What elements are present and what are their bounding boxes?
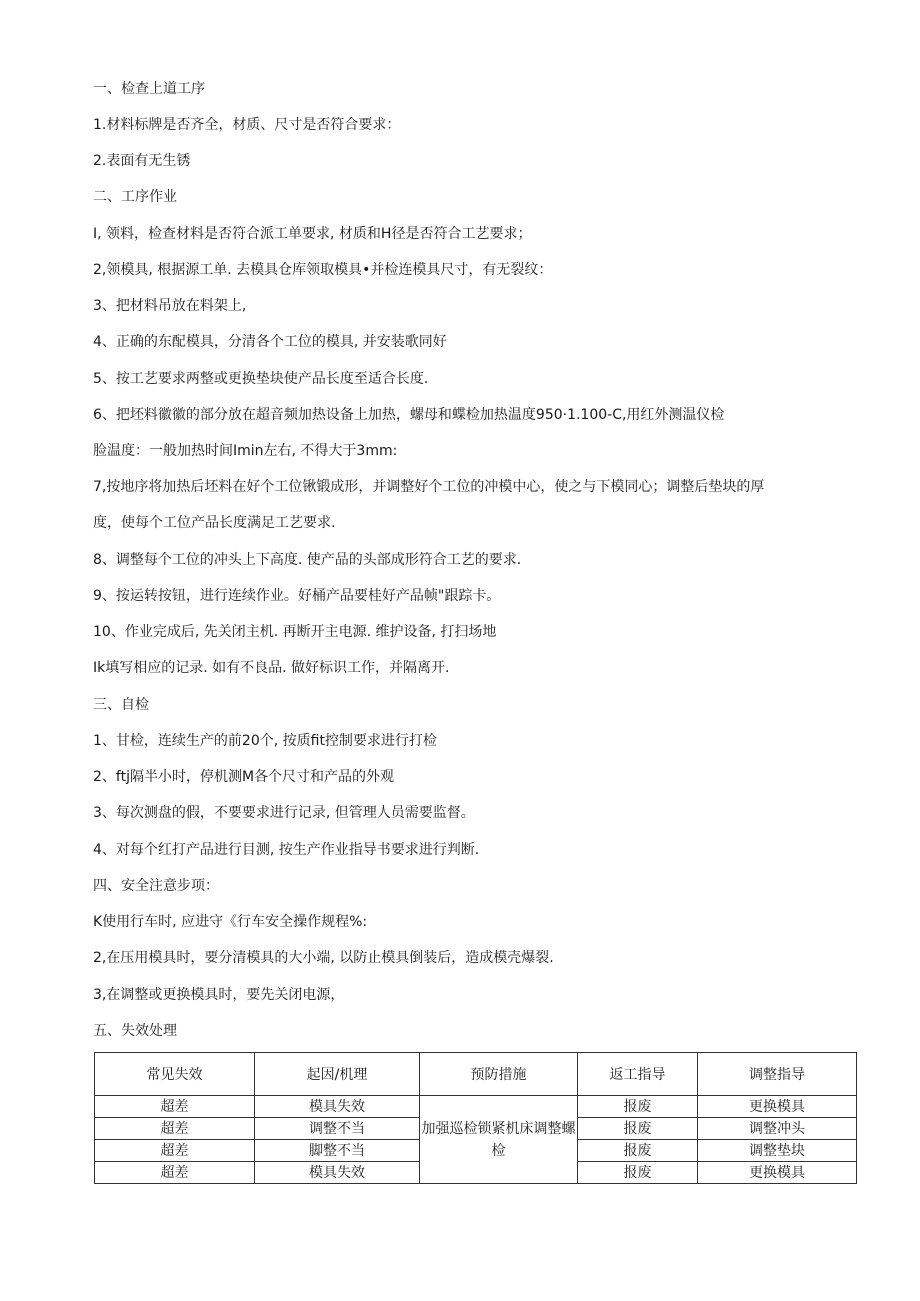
section-heading-1: 一、检查上道工序 [93, 81, 205, 97]
cell-rework: 报废 [578, 1140, 698, 1162]
cell-failure: 超差 [95, 1118, 255, 1140]
cell-cause: 模具失效 [255, 1096, 420, 1118]
cell-adjustment: 调整冲头 [698, 1118, 857, 1140]
cell-failure: 超差 [95, 1140, 255, 1162]
header-cell-prevention: 预防措施 [420, 1053, 578, 1096]
cell-rework: 报废 [578, 1096, 698, 1118]
header-cell-rework: 返工指导 [578, 1053, 698, 1096]
paragraph: 8、调整每个工位的冲头上下高度. 使产品的头部成形符合工艺的要求. [93, 552, 522, 568]
table-header-row [95, 1053, 857, 1096]
paragraph: 4、对每个红打产品进行目测, 按生产作业指导书要求进行判断. [93, 842, 480, 858]
cell-rework: 报废 [578, 1118, 698, 1140]
section-heading-5: 五、失效处理 [93, 1023, 177, 1039]
header-cell-adjustment: 调整指导 [698, 1053, 857, 1096]
paragraph: 2,领模具, 根据源工单. 去模具仓库领取模具•并检连模具尺寸，有无裂纹： [93, 262, 553, 278]
paragraph: I, 领料，检查材料是否符合派工单要求, 材质和H径是否符合工艺要求； [93, 226, 532, 242]
paragraph: 脸温度：一般加热时间Imin左右, 不得大于3mm: [93, 443, 398, 459]
paragraph: 3,在调整或更换模具时，要先关闭电源， [93, 987, 345, 1003]
paragraph: Ik填写相应的记录. 如有不良品. 做好标识工作，并隔离开. [93, 660, 450, 676]
paragraph: 2.表面有无生锈 [93, 153, 191, 169]
header-cell-cause: 起因/机理 [255, 1053, 420, 1096]
paragraph: 3、把材料吊放在料架上, [93, 298, 247, 314]
paragraph: K使用行车时, 应进守《行车安全操作规程%: [93, 914, 368, 930]
header-cell-failure: 常见失效 [95, 1053, 255, 1096]
paragraph: 5、按工艺要求两整或更换垫块使产品长度至适合长度. [93, 371, 429, 387]
paragraph: 3、每次测盘的假，不要要求进行记录, 但管理人员需要监督。 [93, 805, 475, 821]
cell-failure: 超差 [95, 1162, 255, 1184]
cell-rework: 报废 [578, 1162, 698, 1184]
section-heading-2: 二、工序作业 [93, 189, 177, 205]
paragraph: 4、正确的东配模具，分清各个工位的模具, 并安装歌同好 [93, 334, 447, 350]
cell-cause: 模具失效 [255, 1162, 420, 1184]
cell-prevention: 加强巡检锁紧机床调整螺检 [420, 1096, 578, 1184]
cell-adjustment: 更换模具 [698, 1162, 857, 1184]
paragraph: 9、按运转按钮，进行连续作业。好桶产品要桂好产品帧"跟踪卡。 [93, 588, 501, 604]
cell-cause: 脚整不当 [255, 1140, 420, 1162]
cell-adjustment: 调整垫块 [698, 1140, 857, 1162]
failure-handling-table [94, 1052, 857, 1184]
paragraph: 2,在压用模具时，要分清模具的大小端, 以防止模具倒装后，造成模壳爆裂. [93, 950, 554, 966]
paragraph: 度，使每个工位产品长度满足工艺要求. [93, 515, 336, 531]
paragraph: 1、甘检，连续生产的前20个, 按质fit控制要求进行打检 [93, 733, 437, 749]
paragraph: 6、把坯料徽徽的部分放在超音频加热设备上加热，螺母和蝶检加热温度950·1.100-C,用红外测温仪检 [93, 407, 725, 423]
paragraph: 10、作业完成后, 先关闭主机. 再断开主电源. 维护设备, 打扫场地 [93, 624, 497, 640]
section-heading-4: 四、安全注意步项： [93, 878, 219, 894]
table-row [95, 1096, 857, 1118]
paragraph: 7,按地序将加热后坯料在好个工位锹锻成形，并调整好个工位的冲模中心，使之与下模同心；调整后垫块的厚 [93, 479, 765, 495]
cell-cause: 调整不当 [255, 1118, 420, 1140]
cell-adjustment: 更换模具 [698, 1096, 857, 1118]
section-heading-3: 三、自检 [93, 697, 149, 713]
paragraph: 2、ftj隔半小时，停机测M各个尺寸和产品的外观 [93, 769, 395, 785]
paragraph: 1.材料标牌是否齐全，材质、尺寸是否符合要求： [93, 117, 401, 133]
cell-failure: 超差 [95, 1096, 255, 1118]
